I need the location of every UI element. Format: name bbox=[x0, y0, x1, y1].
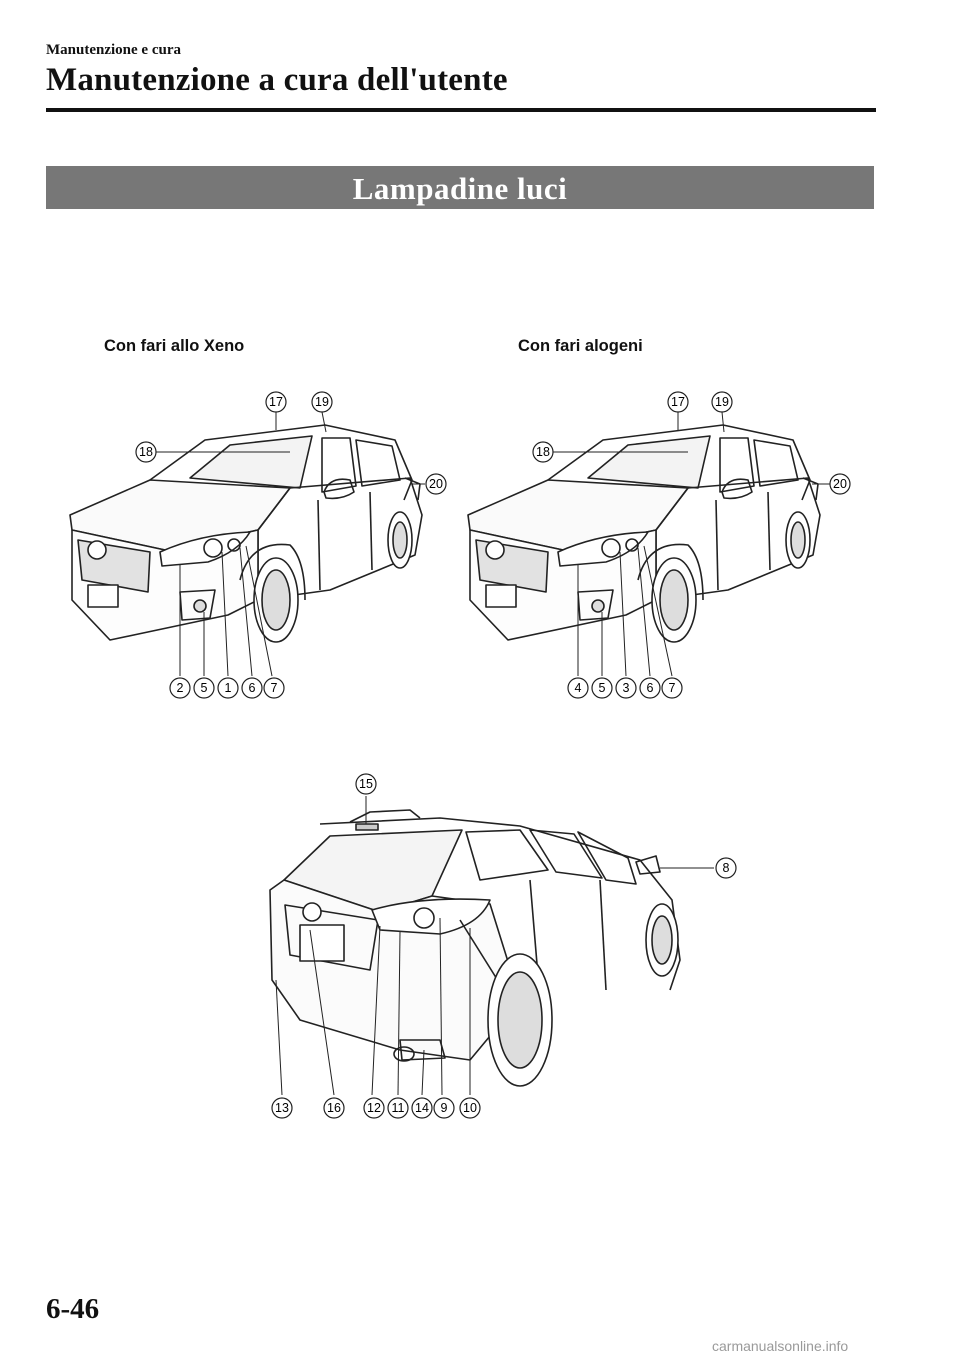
svg-text:18: 18 bbox=[536, 445, 550, 459]
svg-text:1: 1 bbox=[224, 681, 232, 695]
callout-20 bbox=[426, 474, 446, 494]
svg-text:16: 16 bbox=[327, 1101, 341, 1115]
page-number: 6-46 bbox=[46, 1293, 100, 1325]
xenon-caption: Con fari allo Xeno bbox=[104, 337, 245, 355]
callout-18 bbox=[533, 442, 553, 462]
svg-text:19: 19 bbox=[315, 395, 329, 409]
callout-7 bbox=[264, 678, 284, 698]
svg-text:10: 10 bbox=[463, 1101, 477, 1115]
callout-8 bbox=[716, 858, 736, 878]
callout-14 bbox=[412, 1098, 432, 1118]
rear-car-drawing bbox=[270, 796, 714, 1095]
svg-text:14: 14 bbox=[415, 1101, 429, 1115]
halogen-caption: Con fari alogeni bbox=[518, 337, 643, 355]
callout-3 bbox=[616, 678, 636, 698]
callout-7 bbox=[662, 678, 682, 698]
svg-text:3: 3 bbox=[622, 681, 630, 695]
callout-13 bbox=[272, 1098, 292, 1118]
callout-11 bbox=[388, 1098, 408, 1118]
svg-text:5: 5 bbox=[598, 681, 606, 695]
svg-text:17: 17 bbox=[671, 395, 685, 409]
svg-text:20: 20 bbox=[429, 477, 443, 491]
svg-text:19: 19 bbox=[715, 395, 729, 409]
callout-17 bbox=[266, 392, 286, 412]
svg-text:8: 8 bbox=[722, 861, 730, 875]
callout-19 bbox=[712, 392, 732, 412]
svg-text:20: 20 bbox=[833, 477, 847, 491]
svg-text:15: 15 bbox=[359, 777, 373, 791]
svg-text:5: 5 bbox=[200, 681, 208, 695]
svg-text:2: 2 bbox=[176, 681, 184, 695]
callout-16 bbox=[324, 1098, 344, 1118]
svg-text:18: 18 bbox=[139, 445, 153, 459]
callout-5 bbox=[194, 678, 214, 698]
callout-6 bbox=[242, 678, 262, 698]
svg-text:13: 13 bbox=[275, 1101, 289, 1115]
halogen-car-drawing bbox=[468, 412, 830, 676]
callout-18 bbox=[136, 442, 156, 462]
svg-text:6: 6 bbox=[646, 681, 654, 695]
page-title: Manutenzione a cura dell'utente bbox=[46, 62, 508, 98]
svg-text:9: 9 bbox=[440, 1101, 448, 1115]
callout-17 bbox=[668, 392, 688, 412]
svg-text:11: 11 bbox=[391, 1101, 405, 1115]
xenon-car-drawing bbox=[70, 412, 425, 676]
svg-text:17: 17 bbox=[269, 395, 283, 409]
svg-text:7: 7 bbox=[668, 681, 676, 695]
callout-5 bbox=[592, 678, 612, 698]
callout-15 bbox=[356, 774, 376, 794]
callout-20 bbox=[830, 474, 850, 494]
callout-19 bbox=[312, 392, 332, 412]
svg-text:12: 12 bbox=[367, 1101, 381, 1115]
callout-1 bbox=[218, 678, 238, 698]
svg-text:6: 6 bbox=[248, 681, 256, 695]
svg-text:4: 4 bbox=[574, 681, 582, 695]
svg-text:7: 7 bbox=[270, 681, 278, 695]
watermark: carmanualsonline.info bbox=[712, 1338, 849, 1354]
callout-6 bbox=[640, 678, 660, 698]
callout-9 bbox=[434, 1098, 454, 1118]
callout-4 bbox=[568, 678, 588, 698]
callout-2 bbox=[170, 678, 190, 698]
callout-12 bbox=[364, 1098, 384, 1118]
callout-10 bbox=[460, 1098, 480, 1118]
banner-title: Lampadine luci bbox=[352, 171, 568, 206]
section-heading: Manutenzione e cura bbox=[46, 42, 181, 58]
